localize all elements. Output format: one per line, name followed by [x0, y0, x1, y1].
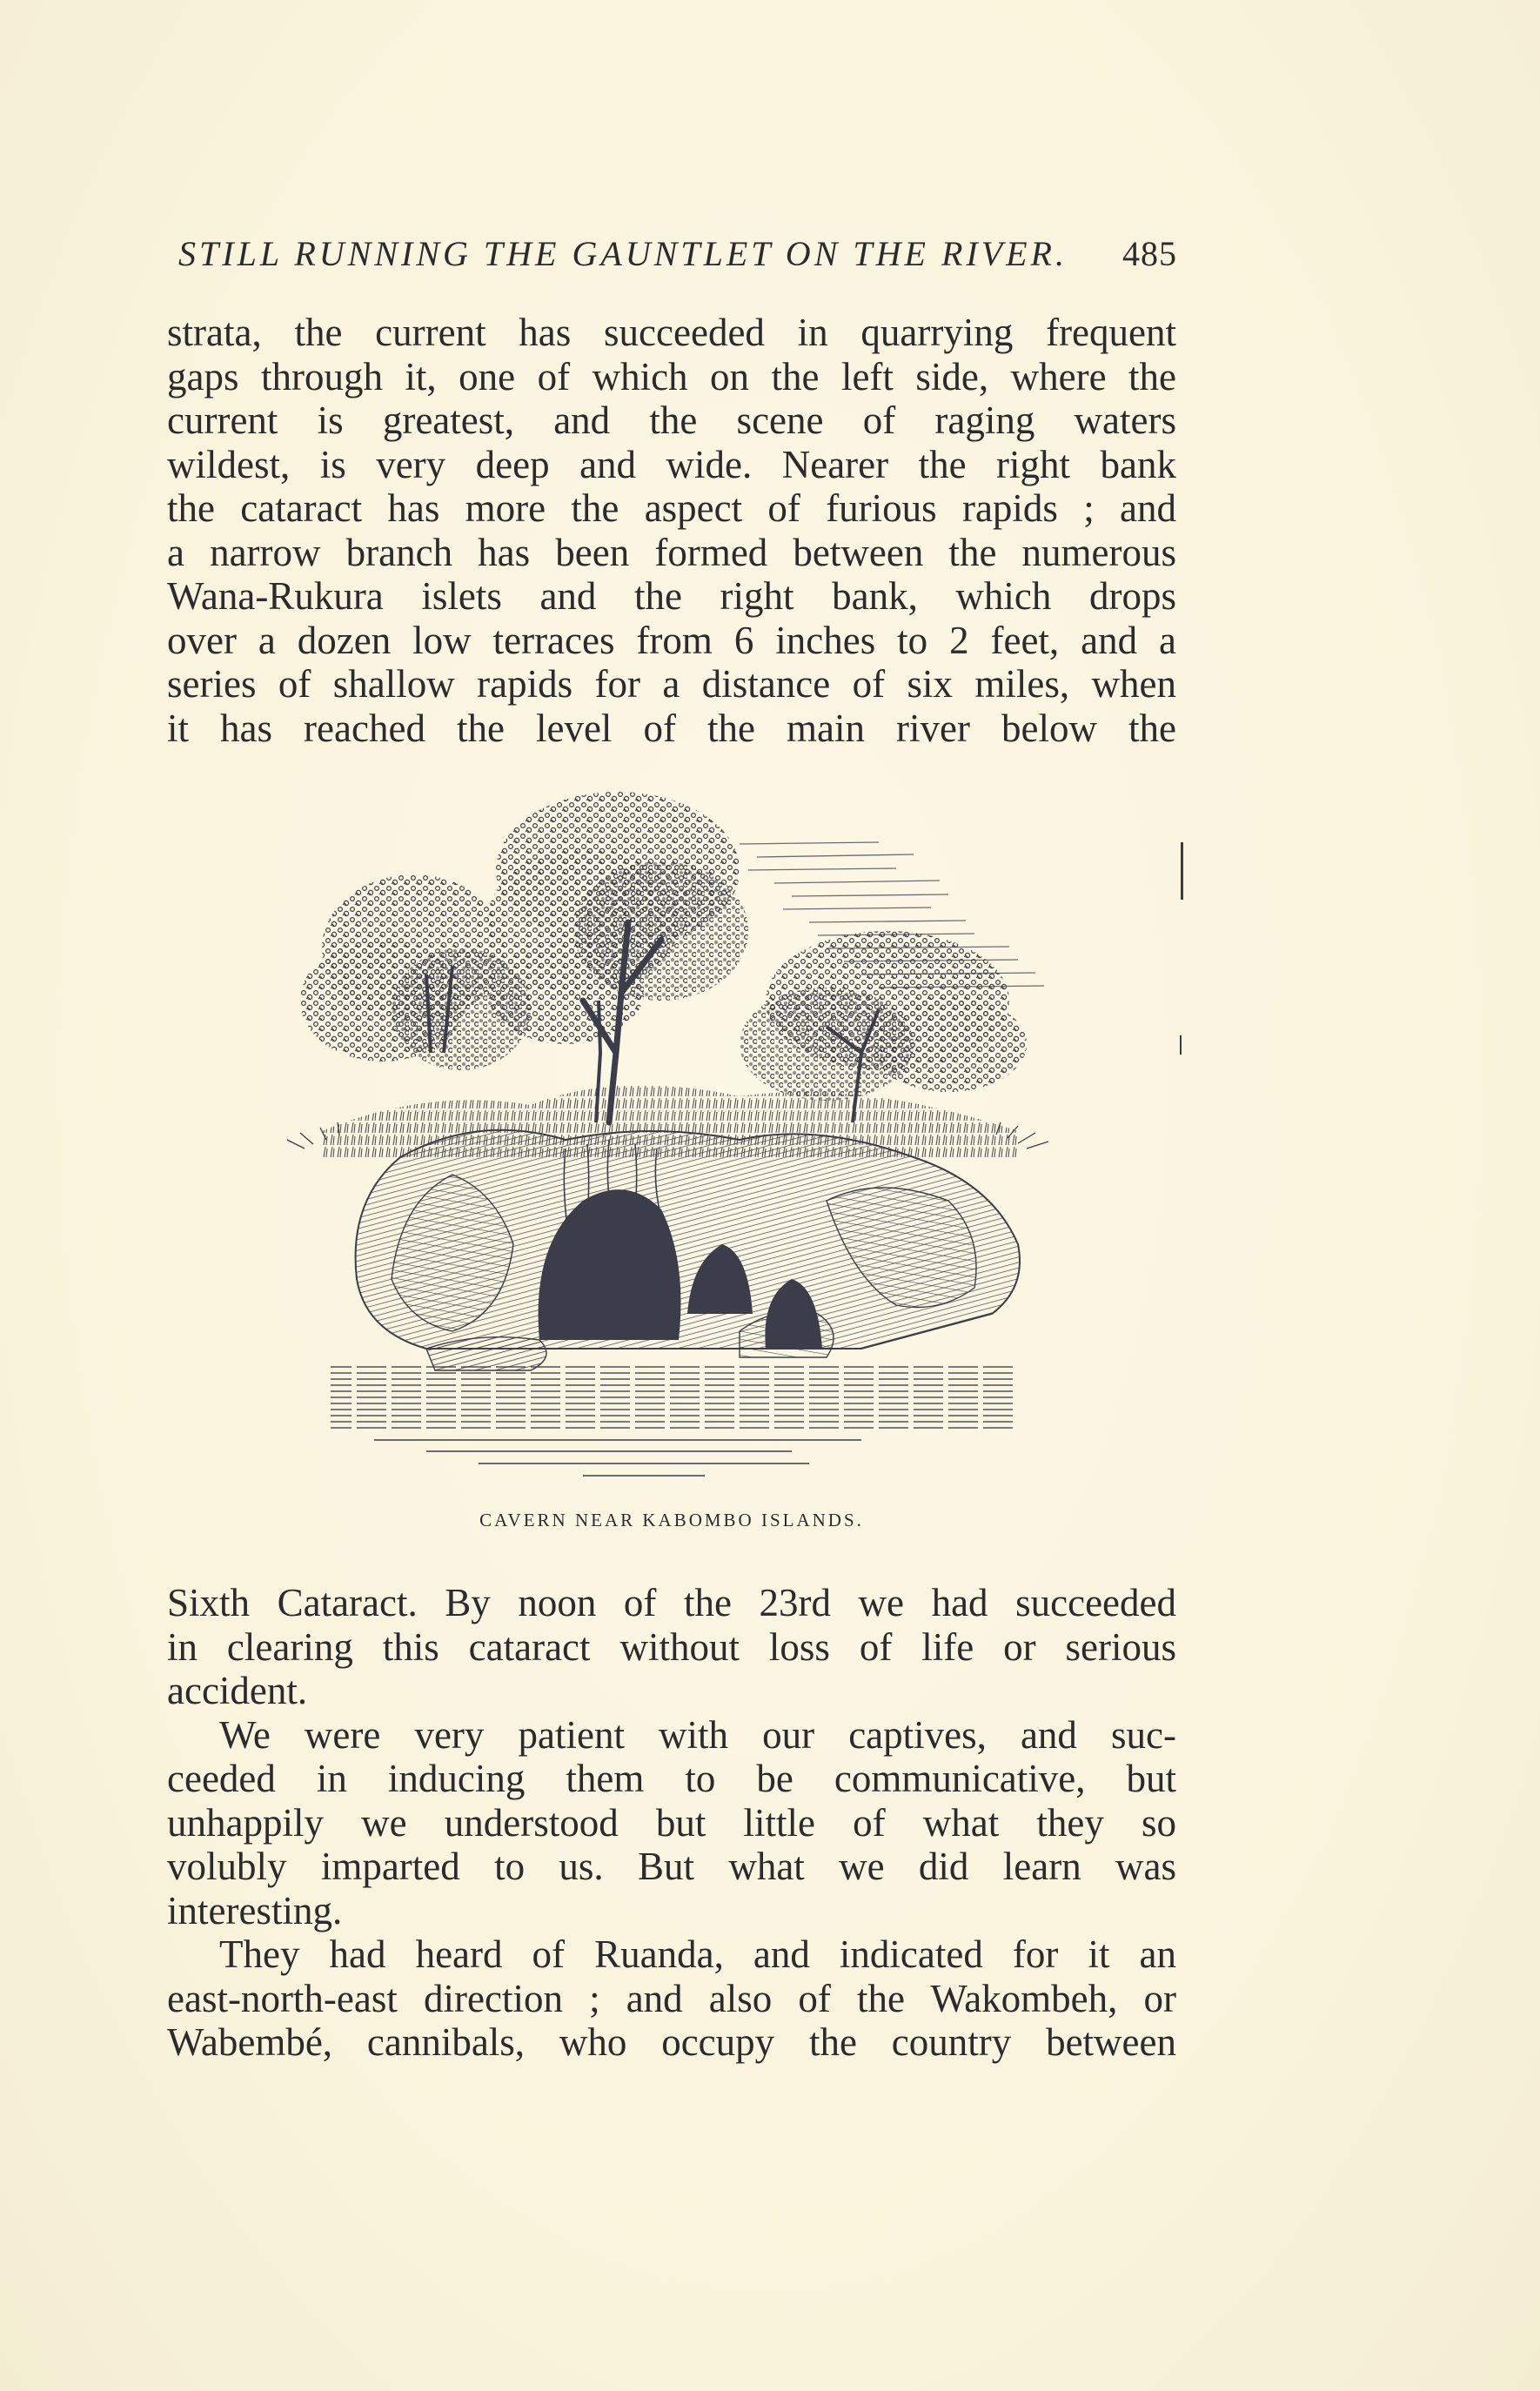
text-line: east-north-east direction ; and also of the Wakombeh, or [167, 1976, 1176, 2020]
running-head [178, 233, 1177, 277]
text-line: unhappily we understood but little of what they so [167, 1800, 1176, 1845]
text-line: current is greatest, and the scene of raging waters [167, 398, 1176, 442]
text-line: Wana-Rukura islets and the right bank, which drops [167, 574, 1176, 618]
page-number: 485 [1122, 234, 1177, 273]
text-line: the cataract has more the aspect of furious rapids ; and [167, 486, 1176, 530]
text-line: wildest, is very deep and wide. Nearer the right bank [167, 442, 1176, 486]
edge-mark [1180, 1035, 1182, 1055]
figure-caption: CAVERN NEAR KABOMBO ISLANDS. [479, 1510, 864, 1530]
text-line: Wabembé, cannibals, who occupy the country between [167, 2020, 1176, 2064]
text-line: We were very patient with our captives, and suc- [219, 1712, 1176, 1757]
text-line: over a dozen low terraces from 6 inches to 2 feet, and a [167, 618, 1176, 662]
text-line: a narrow branch has been formed between the numerous [167, 530, 1176, 574]
text-line: it has reached the level of the main river below the [167, 706, 1176, 750]
running-head-title: STILL RUNNING THE GAUNTLET ON THE RIVER. [178, 234, 1068, 273]
cavern-engraving-illustration [252, 792, 1114, 1514]
text-line: accident. [167, 1669, 308, 1712]
text-line: volubly imparted to us. But what we did learn was [167, 1845, 1176, 1888]
text-line: gaps through it, one of which on the left side, where the [167, 354, 1176, 398]
paragraph-top [167, 311, 1176, 750]
text-line: in clearing this cataract without loss of life or serious [167, 1624, 1176, 1669]
text-line: series of shallow rapids for a distance of six miles, when [167, 662, 1176, 706]
text-line: They had heard of Ruanda, and indicated for it an [219, 1932, 1176, 1976]
edge-mark [1181, 842, 1183, 900]
text-line: interesting. [167, 1888, 343, 1932]
paragraph-bottom [167, 1581, 1176, 2065]
text-line: strata, the current has succeeded in quarrying frequent [167, 311, 1176, 354]
text-line: ceeded in inducing them to be communicative, but [167, 1757, 1176, 1800]
text-line: Sixth Cataract. By noon of the 23rd we had succeeded [167, 1581, 1176, 1624]
